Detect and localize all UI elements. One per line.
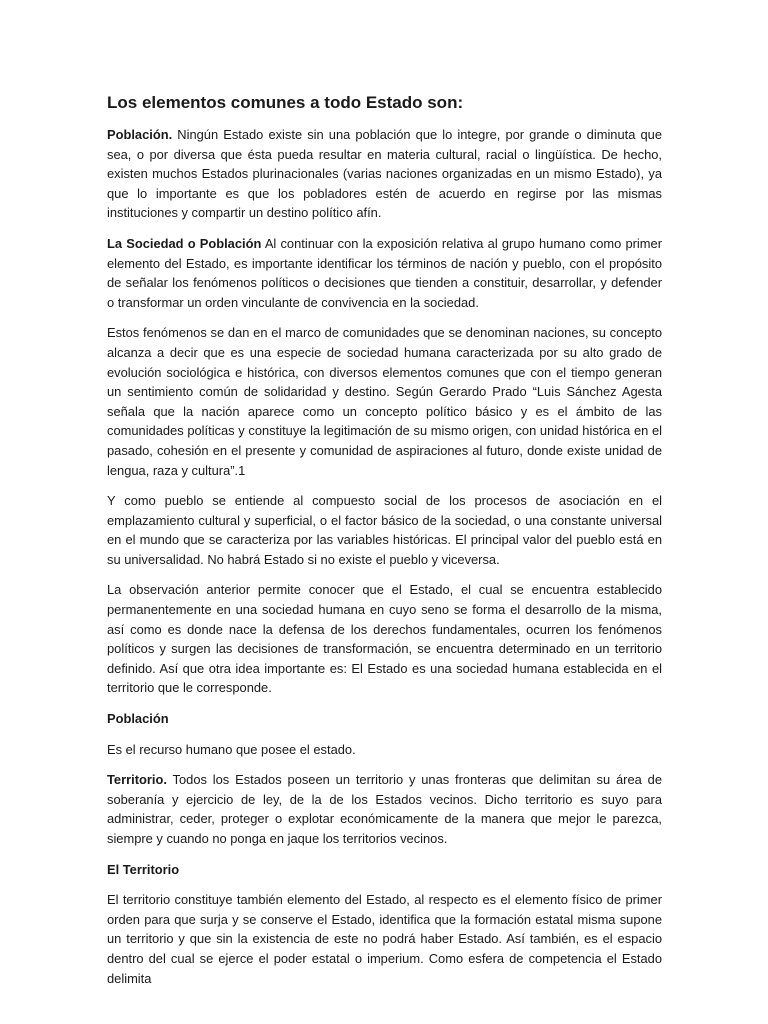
- section-heading-territorio: El Territorio: [107, 861, 180, 877]
- paragraph-text: Al continuar con la exposición relativa al grupo humano como primer elemento del Estado, es importante identificar los términos de nación y pueblo, con el propósito de señalar los fenómenos políticos o decisiones que tienden a constituir, desarrollar, y defender o transformar un orden vinculante de convivencia en la sociedad.: [107, 235, 662, 310]
- section-heading-poblacion: Población: [107, 711, 169, 727]
- paragraph-lead: Población.: [107, 127, 173, 142]
- paragraph-lead: La Sociedad o Población: [107, 235, 262, 251]
- paragraph-sociedad: [107, 234, 662, 312]
- paragraph-naciones: Estos fenómenos se dan en el marco de comunidades que se denominan naciones, su concepto alcanza a decir que es una especie de sociedad humana caracterizada por su alto grado de evolución sociológica e histórica, con diversos elementos comunes que con el tiempo generan un sentimiento común de solidaridad y destino. Según Gerardo Prado “Luis Sánchez Agesta señala que la nación aparece como un concepto político básico y es el ámbito de las comunidades políticas y constituye la legitimación de su mismo origen, con unidad histórica en el pasado, cohesión en el presente y comunidad de aspiraciones al futuro, donde existe unidad de lengua, raza y cultura”.1: [107, 325, 662, 478]
- paragraph-pueblo: Y como pueblo se entiende al compuesto social de los procesos de asociación en el emplazamiento cultural y superficial, o el factor básico de la sociedad, o una constante universal en el mundo que se caracteriza por las variables históricas. El principal valor del pueblo está en su universalidad. No habrá Estado si no existe el pueblo y viceversa.: [107, 493, 662, 567]
- paragraph-poblacion: [107, 125, 662, 223]
- paragraph-observacion: La observación anterior permite conocer que el Estado, el cual se encuentra establecido permanentemente en una sociedad humana en cuyo seno se forma el desarrollo de la misma, así como es donde nace la defensa de los derechos fundamentales, ocurren los fenómenos políticos y surgen las decisiones de transformación, se encuentra determinado en un territorio definido. Así que otra idea importante es: El Estado es una sociedad humana establecida en el territorio que le corresponde.: [107, 582, 662, 696]
- paragraph-el-territorio: El territorio constituye también elemento del Estado, al respecto es el elemento físico de primer orden para que surja y se conserve el Estado, identifica que la formación estatal misma supone un territorio y que sin la existencia de este no podrá haber Estado. Así también, es el espacio dentro del cual se ejerce el poder estatal o imperium. Como esfera de competencia el Estado delimita: [107, 892, 662, 986]
- paragraph-text: Ningún Estado existe sin una población que lo integre, por grande o diminuta que sea, o por diversa que ésta pueda resultar en materia cultural, racial o lingüística. De hecho, existen muchos Estados plurinacionales (varias naciones organizadas en un mismo Estado), ya que lo importante es que los pobladores estén de acuerdo en regirse por las mismas instituciones y compartir un destino político afín.: [107, 127, 662, 221]
- document-page: [107, 92, 662, 999]
- paragraph-lead: Territorio.: [107, 772, 167, 788]
- document-title: Los elementos comunes a todo Estado son:: [107, 93, 464, 112]
- paragraph-recurso-humano: Es el recurso humano que posee el estado.: [107, 741, 356, 757]
- paragraph-text: Todos los Estados poseen un territorio y unas fronteras que delimitan su área de soberanía y ejercicio de ley, de la de los Estados vecinos. Dicho territorio es suyo para administrar, ceder, proteger o explotar económicamente de la manera que mejor le parezca, siempre y cuando no ponga en jaque los territorios vecinos.: [107, 772, 662, 846]
- paragraph-territorio: [107, 770, 662, 848]
